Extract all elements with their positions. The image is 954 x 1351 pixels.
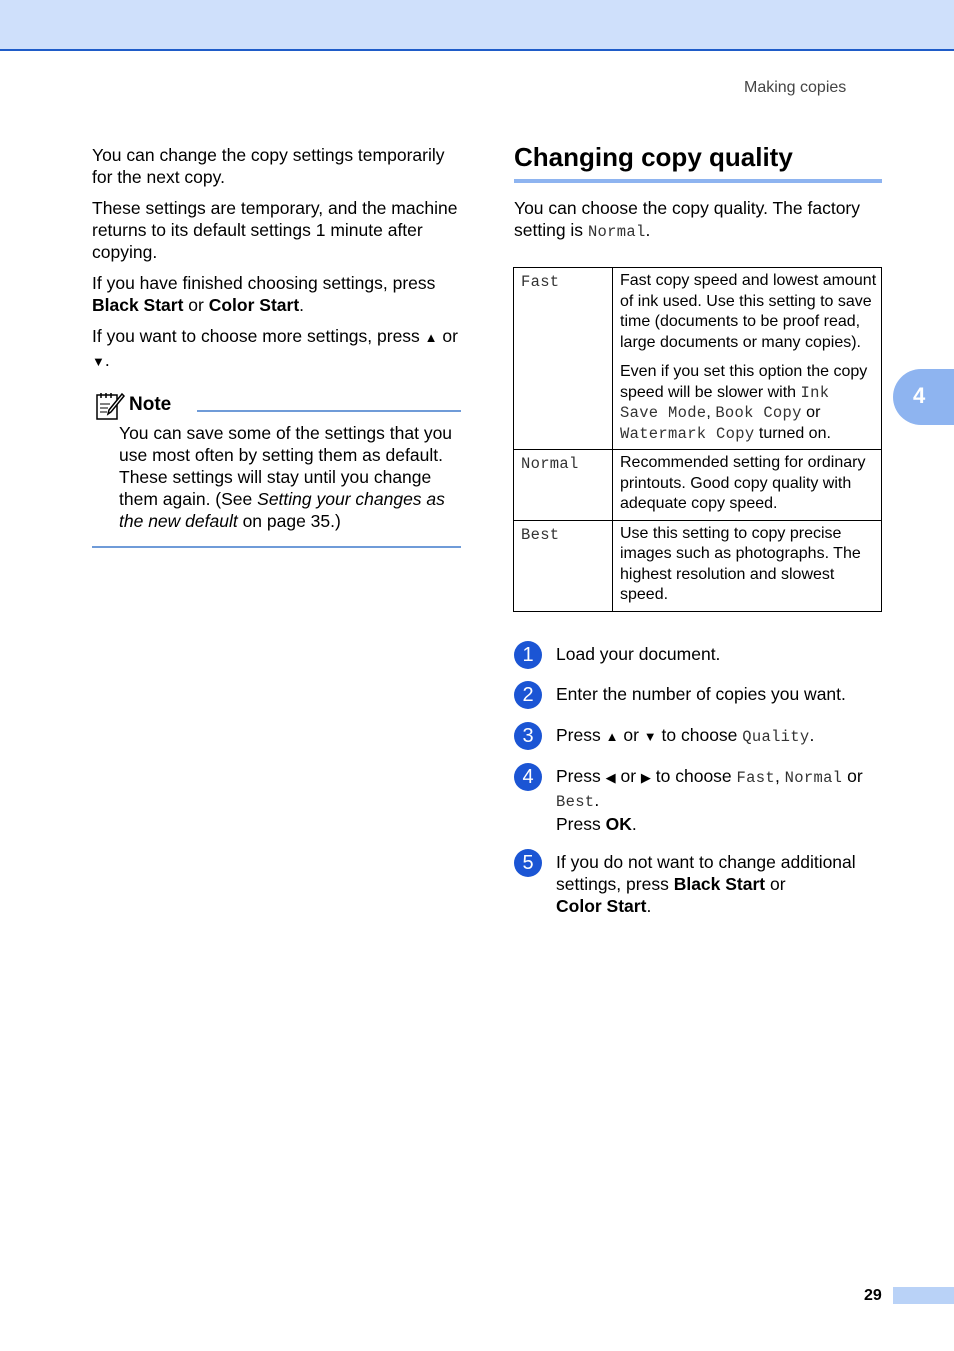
- quality-description: [613, 268, 882, 450]
- paragraph-temporary-settings: You can change the copy settings temporarily for the next copy.: [92, 145, 445, 187]
- right-column: [514, 140, 882, 243]
- quality-description: Use this setting to copy precise images such as photographs. The highest resolution and slowest speed.: [613, 520, 882, 611]
- left-arrow-icon: ◀: [605, 770, 616, 785]
- step-number-badge: 4: [514, 763, 542, 791]
- color-start-label: Color Start: [208, 295, 300, 315]
- up-arrow-icon: ▲: [605, 729, 619, 744]
- note-text: You can save some of the settings that you use most often by setting them as default. These settings will stay until you change them again. (See Setting your changes as the new default on page 35.): [119, 423, 453, 531]
- right-arrow-icon: ▶: [640, 770, 651, 785]
- table-row: [514, 520, 882, 611]
- step-text: Press ◀ or ▶ to choose Fast, Normal or Best. Press OK.: [556, 766, 863, 834]
- header-band: [0, 0, 954, 51]
- note-rule: [197, 410, 461, 412]
- up-arrow-icon: ▲: [424, 330, 438, 345]
- paragraph-more-settings: If you want to choose more settings, press ▲ or ▼.: [92, 326, 458, 370]
- note-pencil-icon: [95, 391, 125, 421]
- down-arrow-icon: ▼: [643, 729, 657, 744]
- table-row: [514, 450, 882, 521]
- intro-paragraph: You can choose the copy quality. The factory setting is Normal.: [514, 198, 861, 241]
- quality-name: Best: [514, 520, 613, 611]
- chapter-number: 4: [913, 383, 926, 408]
- fast-description-note: Even if you set this option the copy speed will be slower with Ink Save Mode, Book Copy or Watermark Copy turned on.: [620, 363, 868, 443]
- chapter-tab: [893, 369, 954, 425]
- quality-name: Fast: [514, 268, 613, 450]
- color-start-label: Color Start: [556, 896, 647, 916]
- factory-setting-value: Normal: [587, 223, 646, 241]
- table-row: [514, 268, 882, 450]
- section-title: Changing copy quality: [514, 140, 882, 183]
- left-column: [92, 144, 462, 382]
- paragraph-default-reset: These settings are temporary, and the machine returns to its default settings 1 minute after copying.: [92, 198, 458, 262]
- quality-description: Recommended setting for ordinary printouts. Good copy quality with adequate copy speed.: [613, 450, 882, 521]
- black-start-label: Black Start: [673, 874, 766, 894]
- page-number: 29: [864, 1287, 882, 1304]
- step-text: Enter the number of copies you want.: [556, 684, 846, 704]
- footer-bar: [893, 1287, 954, 1304]
- step-number-badge: 3: [514, 722, 542, 750]
- note-box: [92, 388, 461, 548]
- quality-table: [513, 267, 882, 612]
- step-text: Press ▲ or ▼ to choose Quality.: [556, 725, 815, 746]
- ok-label: OK: [605, 814, 632, 834]
- step-number-badge: 2: [514, 681, 542, 709]
- running-header: Making copies: [744, 79, 847, 96]
- note-title: Note: [129, 394, 172, 415]
- step-number-badge: 5: [514, 849, 542, 877]
- paragraph-finish-settings: If you have finished choosing settings, press Black Start or Color Start.: [92, 273, 436, 315]
- step-text: If you do not want to change additional settings, press Black Start or Color Start.: [556, 852, 856, 916]
- black-start-label: Black Start: [92, 295, 184, 315]
- quality-name: Normal: [514, 450, 613, 521]
- note-cross-reference: Setting your changes as the new default: [119, 489, 445, 531]
- fast-description: Fast copy speed and lowest amount of ink used. Use this setting to save time (documents to be proof read, large documents or many copies).: [620, 272, 877, 351]
- step-text: Load your document.: [556, 644, 721, 664]
- step-number-badge: 1: [514, 641, 542, 669]
- down-arrow-icon: ▼: [92, 354, 105, 369]
